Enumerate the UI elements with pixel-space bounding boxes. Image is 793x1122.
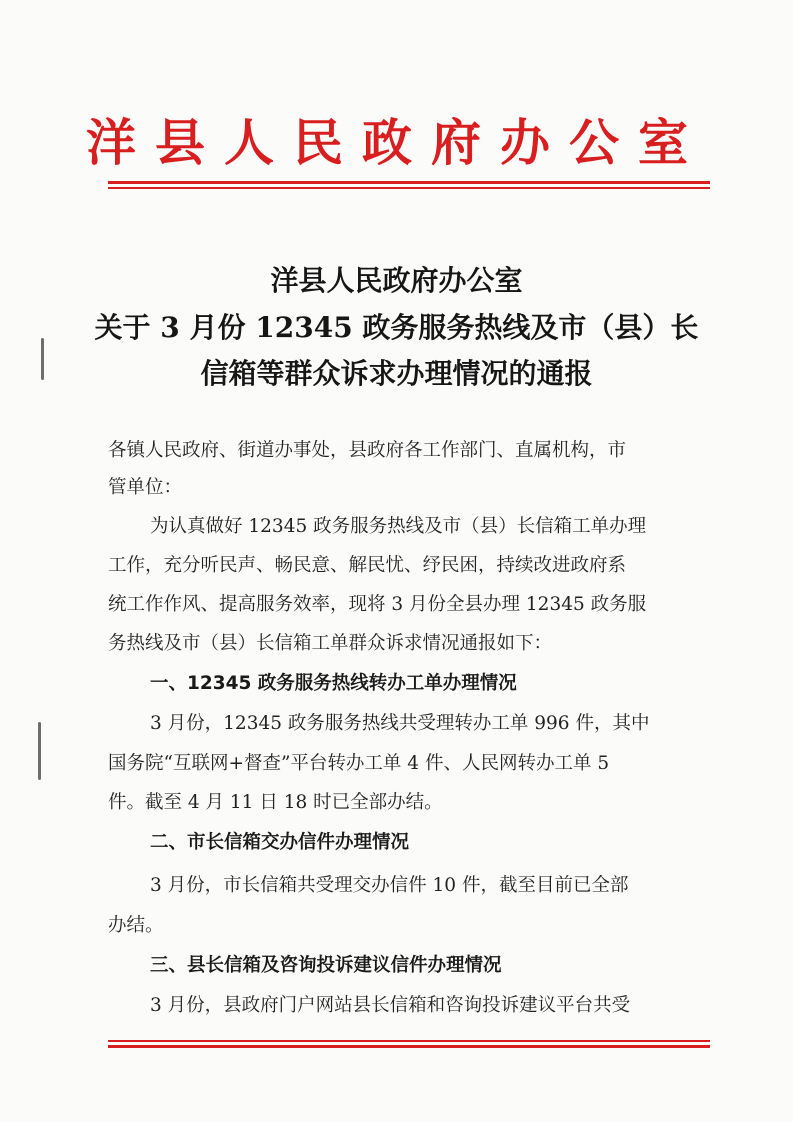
intro-paragraph-line: 为认真做好 12345 政务服务热线及市（县）长信箱工单办理 <box>150 516 647 537</box>
section-1-heading: 一、12345 政务服务热线转办工单办理情况 <box>150 673 517 694</box>
intro-paragraph-line: 工作，充分听民声、畅民意、解民忧、纾民困，持续改进政府系 <box>108 555 627 576</box>
intro-paragraph-line: 统工作作风、提高服务效率，现将 3 月份全县办理 12345 政务服 <box>108 594 647 615</box>
document-title-line-3: 信箱等群众诉求办理情况的通报 <box>200 357 593 390</box>
section-1-paragraph-line: 件。截至 4 月 11 日 18 时已全部办结。 <box>108 792 443 813</box>
section-1-paragraph-line: 3 月份，12345 政务服务热线共受理转办工单 996 件，其中 <box>150 713 650 734</box>
footer-rule-thick <box>108 1045 710 1048</box>
letterhead-org-name: 洋县人民政府办公室 <box>86 113 707 172</box>
letterhead-rule-thin <box>108 187 710 189</box>
document-title-line-2: 关于 3 月份 12345 政务服务热线及市（县）长 <box>94 311 699 344</box>
footer-rule-thin <box>108 1040 710 1042</box>
recipients-line-2: 管单位： <box>108 477 183 498</box>
section-2-paragraph-line: 办结。 <box>108 915 164 936</box>
section-2-paragraph-line: 3 月份，市长信箱共受理交办信件 10 件，截至目前已全部 <box>150 875 629 896</box>
intro-paragraph-line: 务热线及市（县）长信箱工单群众诉求情况通报如下： <box>108 633 553 654</box>
scan-margin-mark <box>38 722 41 780</box>
document-title-line-1: 洋县人民政府办公室 <box>270 264 523 297</box>
section-1-paragraph-line: 国务院“互联网+督查”平台转办工单 4 件、人民网转办工单 5 <box>108 753 610 774</box>
section-3-heading: 三、县长信箱及咨询投诉建议信件办理情况 <box>150 955 502 976</box>
section-2-heading: 二、市长信箱交办信件办理情况 <box>150 832 410 853</box>
recipients-line-1: 各镇人民政府、街道办事处，县政府各工作部门、直属机构，市 <box>108 440 627 461</box>
section-3-paragraph-line: 3 月份，县政府门户网站县长信箱和咨询投诉建议平台共受 <box>150 995 631 1016</box>
letterhead-rule-thick <box>108 181 710 184</box>
